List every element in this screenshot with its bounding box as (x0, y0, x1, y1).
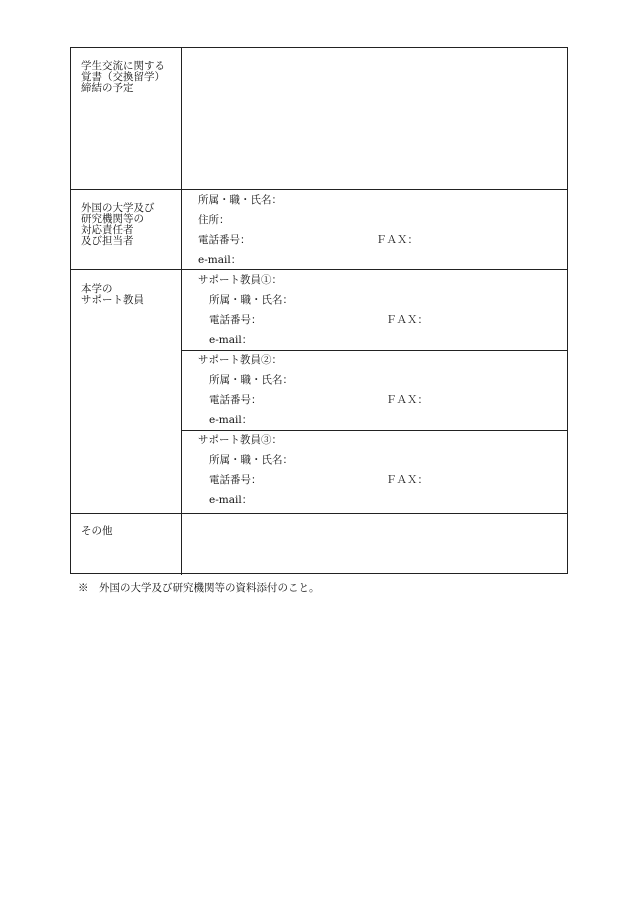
support-faculty-block-2[interactable] (182, 351, 567, 431)
support-faculty-1-email-label: e-mail： (209, 334, 253, 346)
support-faculty-3-title: サポート教員③： (198, 434, 282, 446)
support-faculty-3-fax-label: ＦＡＸ： (386, 474, 428, 486)
support-faculty-1-title: サポート教員①： (198, 274, 282, 286)
support-faculty-2-title: サポート教員②： (198, 354, 282, 366)
foreign-affiliation-label: 所属・職・氏名： (198, 194, 282, 206)
foreign-contact-label: 外国の大学及び 研究機関等の 対応責任者 及び担当者 (81, 202, 155, 247)
support-faculty-block-1[interactable] (182, 270, 567, 351)
support-faculty-cell (182, 270, 567, 513)
support-faculty-3-phone-label: 電話番号： (209, 474, 262, 486)
support-faculty-2-fax-label: ＦＡＸ： (386, 394, 428, 406)
other-value-cell[interactable] (182, 514, 567, 575)
support-faculty-block-3[interactable] (182, 431, 567, 514)
support-faculty-label-cell (71, 270, 182, 513)
support-faculty-2-phone-label: 電話番号： (209, 394, 262, 406)
support-faculty-1-affiliation-label: 所属・職・氏名： (209, 294, 293, 306)
support-faculty-row (71, 270, 567, 514)
support-faculty-1-phone-label: 電話番号： (209, 314, 262, 326)
memorandum-label-cell (71, 48, 182, 189)
memorandum-label: 学生交流に関する 覚書（交換留学） 締結の予定 (81, 60, 165, 94)
foreign-contact-row (71, 190, 567, 270)
support-faculty-label: 本学の サポート教員 (81, 283, 144, 306)
foreign-phone-label: 電話番号： (198, 234, 251, 246)
support-faculty-3-email-label: e-mail： (209, 494, 253, 506)
other-label-cell (71, 514, 182, 575)
support-faculty-3-affiliation-label: 所属・職・氏名： (209, 454, 293, 466)
foreign-contact-label-cell (71, 190, 182, 269)
attachment-footnote: ※ 外国の大学及び研究機関等の資料添付のこと。 (78, 582, 320, 594)
support-faculty-1-fax-label: ＦＡＸ： (386, 314, 428, 326)
foreign-email-label: e-mail： (198, 254, 242, 266)
support-faculty-2-affiliation-label: 所属・職・氏名： (209, 374, 293, 386)
other-label: その他 (81, 525, 113, 537)
memorandum-row (71, 48, 567, 190)
application-form-table (70, 47, 568, 574)
support-faculty-2-email-label: e-mail： (209, 414, 253, 426)
memorandum-value-cell[interactable] (182, 48, 567, 189)
foreign-fax-label: ＦＡＸ： (376, 234, 418, 246)
foreign-contact-value-cell[interactable] (182, 190, 567, 269)
other-row (71, 514, 567, 575)
foreign-address-label: 住所： (198, 214, 230, 226)
